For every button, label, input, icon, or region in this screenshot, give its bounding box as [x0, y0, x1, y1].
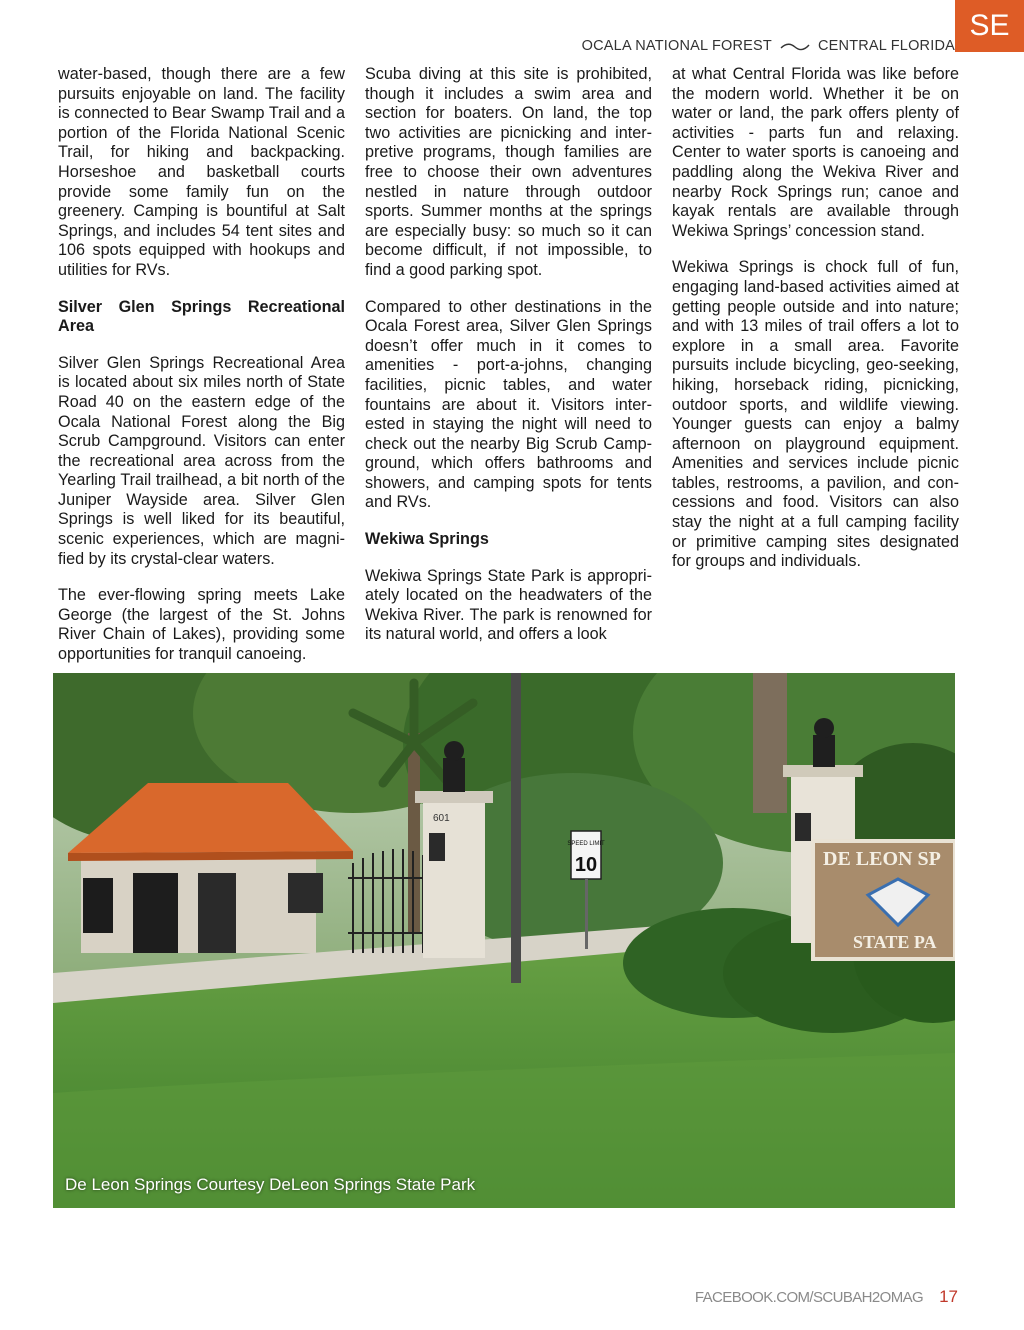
- column-2: [365, 65, 652, 662]
- page-footer: [695, 1287, 958, 1307]
- park-sign-line2: STATE PA: [853, 932, 937, 952]
- body-paragraph: Wekiwa Springs is chock full of fun, engaging land-based activities aimed at getting people outside and into nature; and with 13 miles of trail offers a lot to explore in a small area. Favorite pursuits include bicycling, geo-seeking, hiking, horseback riding, picnicking, outdoor sports, and wildlife viewing. Younger guests can enjoy a balmy afternoon on playground equipment. Amenities and services include picnic tables, restrooms, a pavilion, and concessions and food. Visitors can also stay the night at a full camping facility or primitive camping sites designated for groups and individuals.: [672, 258, 959, 571]
- park-entrance-photo: [53, 673, 955, 1208]
- wave-divider-icon: [780, 40, 810, 52]
- body-paragraph: The ever-flowing spring meets Lake George (the largest of the St. Johns River Chain of Lakes), providing some opportunities for tranquil canoeing.: [58, 586, 345, 664]
- pillar-number: 601: [433, 813, 450, 824]
- body-paragraph: Scuba diving at this site is prohibited, though it includes a swim area and section for boaters. On land, the top two activities are picnicking and interpretive programs, though families are free to choose their own adventures nestled in nature through outdoor sports. Summer months at the springs are especially busy: so much so it can become difficult, if not impossible, to find a good parking spot.: [365, 65, 652, 279]
- section-heading: Wekiwa Springs: [365, 530, 489, 549]
- footer-site[interactable]: FACEBOOK.COM/SCUBAH2OMAG: [694, 1289, 924, 1306]
- body-paragraph: Compared to other destinations in the Ocala Forest area, Silver Glen Springs doesn’t offer much in it comes to amenities - port-a-johns, changing facilities, picnic tables, and water fountains are about it. Visitors interested in staying the night will need to check out the nearby Big Scrub Campground, which offers bathrooms and showers, and camping spots for tents and RVs.: [365, 297, 652, 512]
- column-1: [58, 65, 345, 682]
- page-number: 17: [939, 1287, 958, 1306]
- running-header: [560, 36, 955, 56]
- photo-caption: De Leon Springs Courtesy DeLeon Springs State Park: [65, 1175, 476, 1194]
- body-paragraph: Silver Glen Springs Recreational Area is located about six miles north of State Road 40 on the eastern edge of the Ocala National Forest along the Big Scrub Campground. Visitors can enter the recreational area across from the Yearling Trail trailhead, a bit north of the Juniper Wayside area. Silver Glen Springs is well liked for its beautiful, scenic experiences, which are magnified by its crystal-clear waters.: [58, 353, 345, 568]
- park-sign-line1: DE LEON SP: [823, 848, 941, 870]
- column-3: [672, 65, 959, 589]
- body-paragraph: Wekiwa Springs State Park is appropriately located on the headwaters of the Wekiva River. The park is renowned for its natural world, and offers a look: [365, 566, 652, 644]
- speed-sign-label: SPEED LIMIT: [567, 841, 605, 847]
- body-paragraph: at what Central Florida was like before the modern world. Whether it be on water or land, the park offers plenty of activities - parts fun and relaxing. Center to water sports is canoeing and paddling along the Wekiva River and nearby Rock Springs run; canoe and kayak rentals are available through Wekiwa Springs’ concession stand.: [672, 65, 959, 240]
- section-tab: SE: [955, 0, 1024, 52]
- photo-illustration: [53, 673, 955, 1208]
- section-heading: Silver Glen Springs Recreational Area: [58, 297, 345, 336]
- header-left: OCALA NATIONAL FOREST: [581, 38, 772, 54]
- speed-sign-value: 10: [574, 854, 598, 876]
- header-right: CENTRAL FLORIDA: [817, 38, 955, 54]
- body-paragraph: water-based, though there are a few pursuits enjoyable on land. The facility is connected to Bear Swamp Trail and a portion of the Florida National Scenic Trail, for hiking and backpacking. Horseshoe and basketball courts provide some family fun on the greenery. Camping is bountiful at Salt Springs, and includes 54 tent sites and 106 spots equipped with hookups and utilities for RVs.: [58, 65, 345, 279]
